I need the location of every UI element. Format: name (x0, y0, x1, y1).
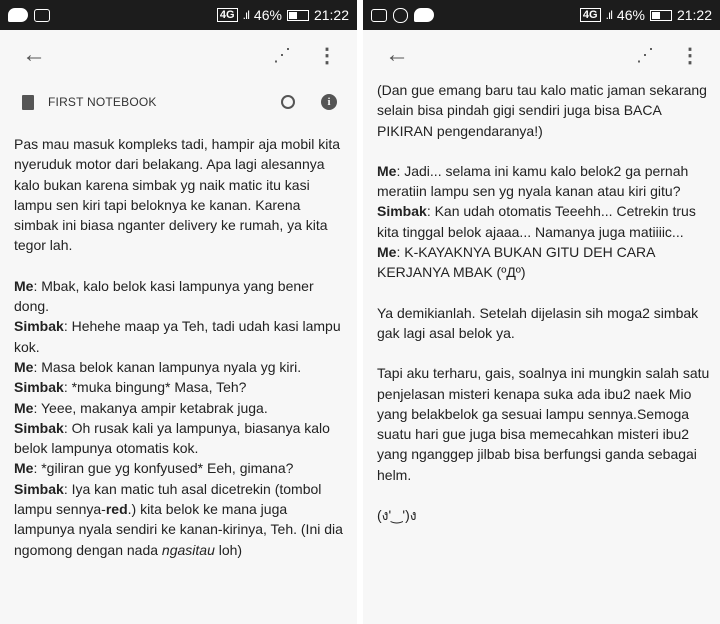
speaker: Simbak (377, 203, 427, 220)
note-body-right (363, 80, 720, 525)
right-screenshot (363, 0, 720, 624)
notebook-label[interactable]: FIRST NOTEBOOK (48, 95, 157, 109)
intro-paragraph: Pas mau masuk kompleks tadi, hampir aja mobil kita nyeruduk motor dari belakang. Apa lagi alesannya kalo bukan karena simbak yg naik matic itu kasi lampu sen kiri tapi beloknya ke kanan. Karena simbak ini biasa nganter delivery ke rumah, ya kita tegor lah. (14, 136, 341, 254)
status-bar (363, 0, 720, 30)
more-vert-icon[interactable]: ⋮ (680, 44, 700, 67)
dialogue-line: Simbak: Hehehe maap ya Teh, tadi udah kasi lampu kok. (14, 318, 341, 355)
closing-paragraph: Tapi aku terharu, gais, soalnya ini mungkin salah satu penjelasan misteri kenapa suka ada ibu2 naek Mio yang belakbelok ga sesuai lampu sennya.Semoga suatu hari gue juga bisa memecahkan misteri ibu2 yang nganggep jilbab bisa berfungsi ganda sebagai helm. (377, 365, 710, 483)
dialogue-line: Me: Mbak, kalo belok kasi lampunya yang bener dong. (14, 277, 314, 315)
back-arrow-icon[interactable]: ← (385, 41, 409, 68)
dialogue-line: Me: *giliran gue yg konfyused* Eeh, gimana? (14, 460, 294, 477)
dialogue-line: Simbak: Iya kan matic tuh asal dicetrekin (tombol lampu sennya-red.) kita belok ke mana juga lampunya nyala sendiri ke kanan-kirinya, Teh. (Ini dia ngomong dengan nada ngasitau loh) (14, 480, 343, 558)
speaker: Simbak (14, 379, 64, 396)
notebook-icon (22, 95, 34, 110)
toolbar (0, 30, 357, 80)
speaker: Me (14, 399, 34, 416)
reminder-icon[interactable] (281, 95, 295, 109)
signal-icon: .ıl (605, 8, 612, 22)
battery-icon (287, 10, 309, 21)
signal-icon: .ıl (242, 8, 249, 22)
speaker: Me (14, 460, 34, 477)
speaker: Me (377, 162, 397, 179)
emoticon: (ง'‿')ง (377, 507, 417, 524)
share-icon[interactable]: ⋰ (273, 44, 291, 65)
left-screenshot (0, 0, 357, 624)
conclusion-paragraph: Ya demikianlah. Setelah dijelasin sih moga2 simbak gak lagi asal belok ya. (377, 304, 699, 341)
chat-notification-icon (8, 8, 28, 22)
battery-percent: 46% (616, 7, 645, 23)
dialogue-line: Me: Masa belok kanan lampunya nyala yg kiri. (14, 358, 302, 375)
speaker: Me (14, 277, 34, 294)
intro-paragraph: (Dan gue emang baru tau kalo matic jaman sekarang selain bisa pindah gigi sendiri juga bisa BACA PIKIRAN pengendaranya!) (377, 82, 707, 139)
camera-notification-icon (393, 8, 408, 23)
more-vert-icon[interactable]: ⋮ (317, 44, 337, 67)
network-type: 4G (217, 8, 238, 22)
network-type: 4G (580, 8, 601, 22)
message-notification-icon (34, 9, 50, 22)
dialogue-line: Simbak: Oh rusak kali ya lampunya, biasanya kalo belok lampunya otomatis kok. (14, 419, 330, 457)
back-arrow-icon[interactable]: ← (22, 41, 46, 68)
speaker: Simbak (14, 419, 64, 436)
info-icon[interactable]: i (321, 94, 337, 110)
note-body-left (0, 124, 357, 560)
toolbar (363, 30, 720, 80)
dialogue-line: Me: K-KAYAKNYA BUKAN GITU DEH CARA KERJANYA MBAK (ºДº) (377, 244, 655, 281)
dialogue-line: Simbak: Kan udah otomatis Teeehh... Cetrekin trus kita tinggal belok ajaaa... Namanya juga matiiiic... (377, 203, 696, 240)
battery-icon (650, 10, 672, 21)
image-notification-icon (371, 9, 387, 22)
notebook-row (0, 80, 357, 124)
chat-notification-icon (414, 8, 434, 22)
dialogue-line: Me: Yeee, makanya ampir ketabrak juga. (14, 399, 268, 416)
speaker: Me (377, 244, 397, 261)
share-icon[interactable]: ⋰ (636, 44, 654, 65)
clock: 21:22 (313, 7, 349, 23)
speaker: Simbak (14, 318, 64, 335)
clock: 21:22 (676, 7, 712, 23)
dialogue-line: Simbak: *muka bingung* Masa, Teh? (14, 379, 247, 396)
status-bar (0, 0, 357, 30)
battery-percent: 46% (253, 7, 282, 23)
speaker: Simbak (14, 480, 64, 497)
dialogue-line: Me: Jadi... selama ini kamu kalo belok2 ga pernah meratiin lampu sen yg nyala kanan atau kiri gitu? (377, 162, 689, 200)
speaker: Me (14, 358, 34, 375)
